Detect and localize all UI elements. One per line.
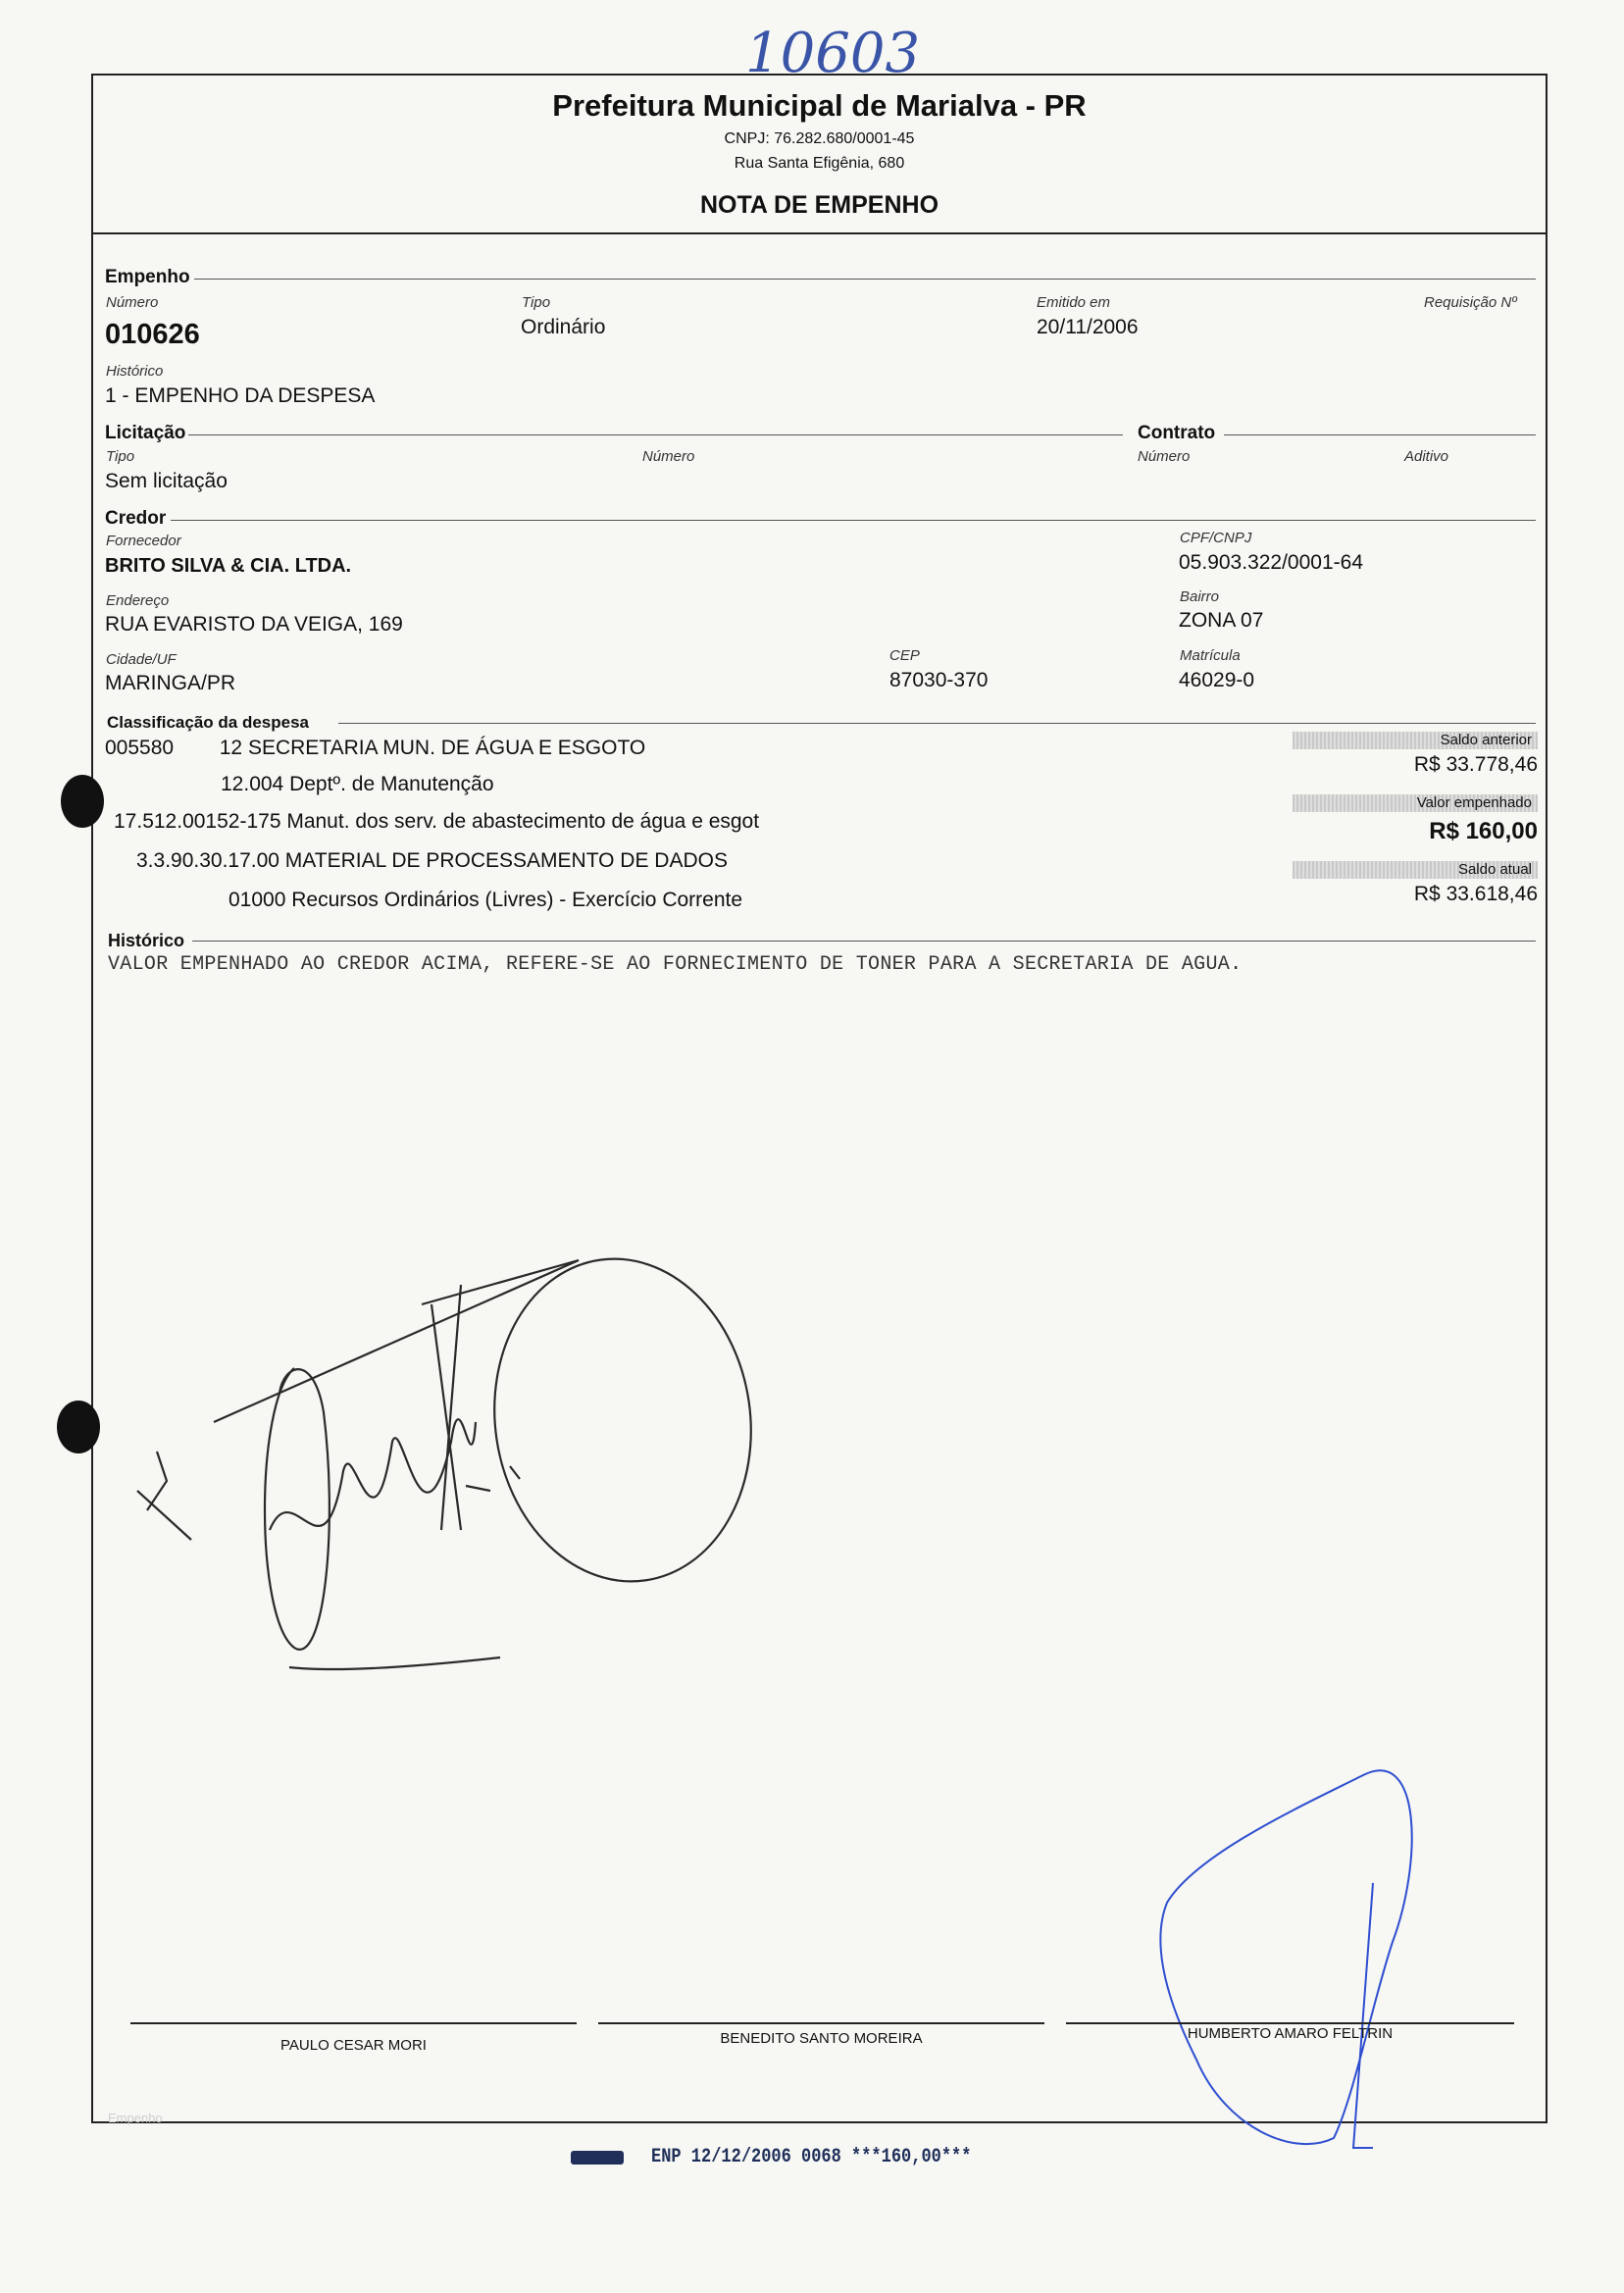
signature-line <box>598 2022 1044 2024</box>
saldo-atual-label: Saldo atual <box>1293 861 1538 879</box>
signature-line <box>130 2022 577 2024</box>
signature-name-3: HUMBERTO AMARO FELTRIN <box>1187 2025 1394 2042</box>
empenho-numero-label: Número <box>106 294 159 311</box>
saldo-anterior-label: Saldo anterior <box>1293 732 1538 749</box>
saldo-atual-value: R$ 33.618,46 <box>1413 883 1538 905</box>
contrato-numero-label: Número <box>1138 448 1191 465</box>
licitacao-numero-label: Número <box>642 448 695 465</box>
cidade-value: MARINGA/PR <box>105 672 236 694</box>
valor-empenhado-label: Valor empenhado <box>1293 794 1538 812</box>
document-type-title: NOTA DE EMPENHO <box>699 191 939 219</box>
section-empenho: Empenho <box>105 267 190 287</box>
endereco-value: RUA EVARISTO DA VEIGA, 169 <box>105 613 403 636</box>
section-credor: Credor <box>105 508 167 529</box>
classificacao-line-1: 005580 12 SECRETARIA MUN. DE ÁGUA E ESGOTO <box>105 737 646 759</box>
cpf-cnpj-value: 05.903.322/0001-64 <box>1179 551 1364 574</box>
section-historico: Histórico <box>108 931 185 950</box>
bairro-value: ZONA 07 <box>1179 609 1264 632</box>
handwritten-number: 10603 <box>745 22 921 85</box>
fornecedor-name: BRITO SILVA & CIA. LTDA. <box>105 555 352 577</box>
cpf-cnpj-label: CPF/CNPJ <box>1180 530 1252 546</box>
header-address: Rua Santa Efigênia, 680 <box>734 155 905 172</box>
cidade-label: Cidade/UF <box>106 651 177 668</box>
licitacao-tipo-label: Tipo <box>106 448 135 465</box>
classificacao-line-5: 01000 Recursos Ordinários (Livres) - Exercício Corrente <box>228 889 743 911</box>
classificacao-line-2: 12.004 Deptº. de Manutenção <box>221 773 494 795</box>
cep-label: CEP <box>889 647 920 664</box>
empenho-tipo-label: Tipo <box>522 294 551 311</box>
requisicao-label: Requisição Nº <box>1424 294 1517 311</box>
signature-line <box>1066 2022 1514 2024</box>
matricula-label: Matrícula <box>1180 647 1241 664</box>
valor-empenhado-value: R$ 160,00 <box>1429 818 1538 844</box>
signature-name-1: PAULO CESAR MORI <box>280 2037 427 2054</box>
section-classificacao: Classificação da despesa <box>107 713 310 732</box>
section-contrato: Contrato <box>1138 423 1216 443</box>
classificacao-line-4: 3.3.90.30.17.00 MATERIAL DE PROCESSAMENTO DE DADOS <box>136 849 728 872</box>
cep-value: 87030-370 <box>889 669 989 691</box>
saldo-anterior-value: R$ 33.778,46 <box>1413 753 1538 776</box>
classificacao-line-3: 17.512.00152-175 Manut. dos serv. de abastecimento de água e esgot <box>114 810 760 833</box>
bairro-label: Bairro <box>1180 588 1220 605</box>
signature-name-2: BENEDITO SANTO MOREIRA <box>720 2030 923 2047</box>
page-title: Prefeitura Municipal de Marialva - PR <box>552 88 1087 123</box>
emitido-label: Emitido em <box>1037 294 1111 311</box>
contrato-aditivo-label: Aditivo <box>1404 448 1449 465</box>
header-cnpj: CNPJ: 76.282.680/0001-45 <box>724 130 915 147</box>
empenho-numero: 010626 <box>105 319 200 350</box>
emitido-date: 20/11/2006 <box>1037 316 1139 338</box>
footer-label: Empenho <box>108 2111 163 2125</box>
licitacao-tipo: Sem licitação <box>105 470 228 492</box>
empenho-historico: 1 - EMPENHO DA DESPESA <box>105 384 376 407</box>
matricula-value: 46029-0 <box>1179 669 1255 691</box>
fornecedor-label: Fornecedor <box>106 533 181 549</box>
historico-text: VALOR EMPENHADO AO CREDOR ACIMA, REFERE-SE AO FORNECIMENTO DE TONER PARA A SECRETARIA DE AGUA. <box>108 953 1243 976</box>
section-licitacao: Licitação <box>105 423 186 443</box>
processing-stamp-mark <box>571 2151 624 2165</box>
endereco-label: Endereço <box>106 592 170 609</box>
empenho-historico-label: Histórico <box>106 363 164 380</box>
processing-stamp: ENP 12/12/2006 0068 ***160,00*** <box>651 2146 972 2168</box>
empenho-tipo: Ordinário <box>521 316 606 338</box>
